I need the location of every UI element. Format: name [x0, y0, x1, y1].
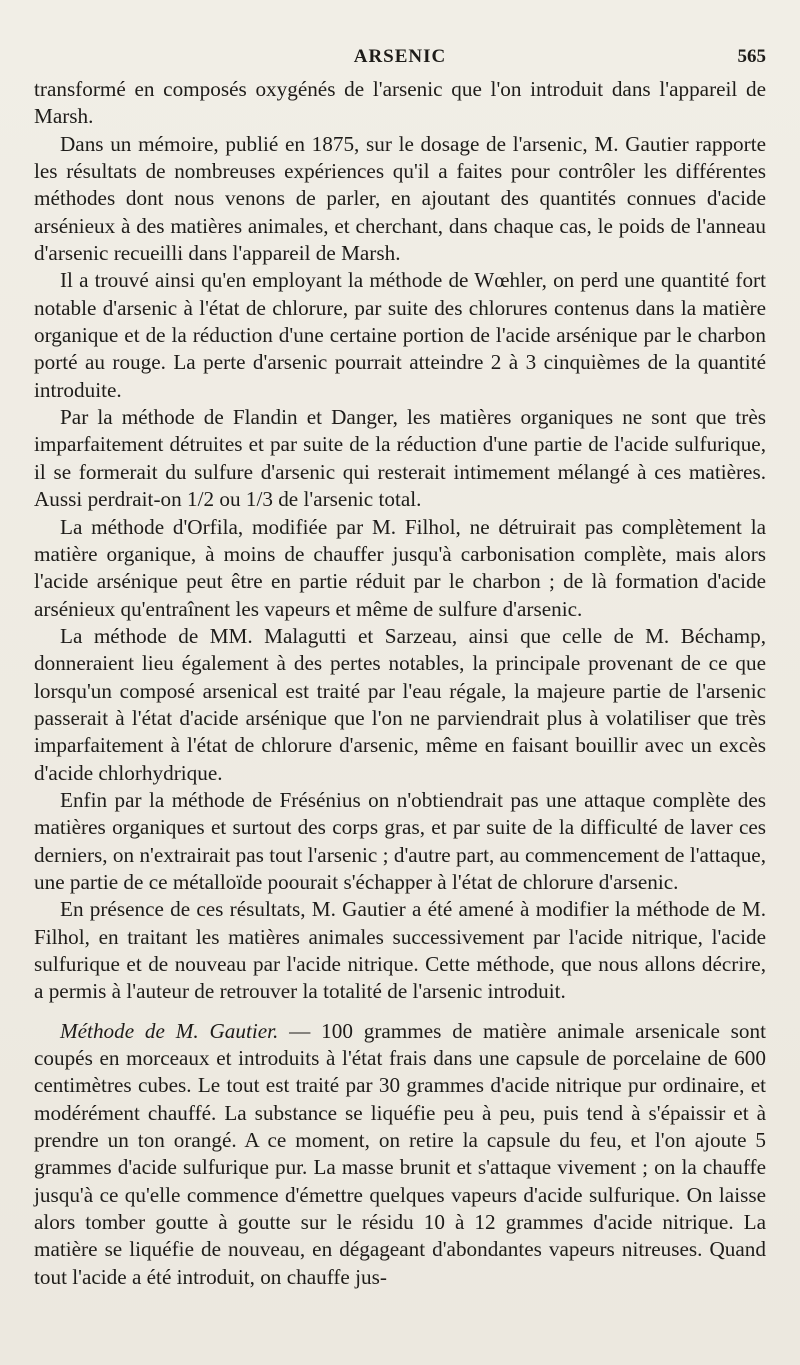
- method-paragraph: [34, 1018, 766, 1291]
- paragraph: La méthode d'Orfila, modifiée par M. Filhol, ne détruirait pas complètement la matière organique, à moins de chauffer jusqu'à carbonisation complète, mais alors l'acide arsénique peut être en partie réduit par le charbon ; de là formation d'acide arsénieux qu'entraînent les vapeurs et même de sulfure d'arsenic.: [34, 514, 766, 621]
- paragraph: En présence de ces résultats, M. Gautier a été amené à modifier la méthode de M. Filhol, en traitant les matières animales successivement par l'acide nitrique, l'acide sulfurique et de nouveau par l'acide nitrique. Cette méthode, que nous allons décrire, a permis à l'auteur de retrouver la totalité de l'arsenic introduit.: [34, 897, 766, 1004]
- body-text: [34, 76, 766, 1291]
- paragraph-continued: transformé en composés oxygénés de l'arsenic que l'on introduit dans l'appareil de Marsh.: [34, 77, 766, 129]
- paragraph: Dans un mémoire, publié en 1875, sur le dosage de l'arsenic, M. Gautier rapporte les résultats de nombreuses expériences qu'il a faites pour contrôler les différentes méthodes dont nous venons de parler, en ajoutant des quantités connues d'acide arsénieux à des matières animales, et cherchant, dans chaque cas, le poids de l'anneau d'arsenic recueilli dans l'appareil de Marsh.: [34, 131, 766, 266]
- method-text: — 100 grammes de matière animale arsenicale sont coupés en morceaux et introduits à l'état frais dans une capsule de porcelaine de 600 centimètres cubes. Le tout est traité par 30 grammes d'acide nitrique pur ordinaire, et modérément chauffé. La substance se liquéfie peu à peu, puis tend à s'épaissir et à prendre un ton orangé. A ce moment, on retire la capsule du feu, et l'on ajoute 5 grammes d'acide sulfurique pur. La masse brunit et s'attaque vivement ; on la chauffe jusqu'à ce qu'elle commence d'émettre quelques vapeurs d'acide sulfurique. On laisse alors tomber goutte à goutte sur le résidu 10 à 12 grammes d'acide nitrique. La matière se liquéfie de nouveau, en dégageant d'abondantes vapeurs nitreuses. Quand tout l'acide a été introduit, on chauffe jus-: [34, 1018, 766, 1289]
- page-number: 565: [737, 46, 766, 67]
- running-header: [34, 46, 766, 74]
- paragraph: La méthode de MM. Malagutti et Sarzeau, ainsi que celle de M. Béchamp, donneraient lieu également à des pertes notables, la principale provenant de ce que lorsqu'un composé arsenical est traité par l'eau régale, la majeure partie de l'arsenic passerait à l'état d'acide arsénique que l'on ne parviendrait plus à volatiliser que très imparfaitement à l'état de chlorure d'arsenic, même en faisant bouillir avec un excès d'acide chlorhydrique.: [34, 623, 766, 785]
- running-title: ARSENIC: [353, 46, 447, 67]
- paragraph: Par la méthode de Flandin et Danger, les matières organiques ne sont que très imparfaitement détruites et par suite de la réduction d'une partie de l'acide sulfurique, il se formerait du sulfure d'arsenic qui resterait intimement mélangé à ces matières. Aussi perdrait-on 1/2 ou 1/3 de l'arsenic total.: [34, 405, 766, 512]
- method-heading: Méthode de M. Gautier.: [60, 1018, 279, 1043]
- paragraph: Il a trouvé ainsi qu'en employant la méthode de Wœhler, on perd une quantité fort notable d'arsenic à l'état de chlorure, par suite des chlorures contenus dans la matière organique et de la réduction d'une certaine portion de l'acide arsénique par le charbon porté au rouge. La perte d'arsenic pourrait atteindre 2 à 3 cinquièmes de la quantité introduite.: [34, 268, 766, 402]
- paragraph: Enfin par la méthode de Frésénius on n'obtiendrait pas une attaque complète des matières organiques et surtout des corps gras, et par suite de la difficulté de laver ces derniers, on n'extrairait pas tout l'arsenic ; d'autre part, au commencement de l'attaque, une partie de ce métalloïde poourait s'échapper à l'état de chlorure d'arsenic.: [34, 787, 766, 894]
